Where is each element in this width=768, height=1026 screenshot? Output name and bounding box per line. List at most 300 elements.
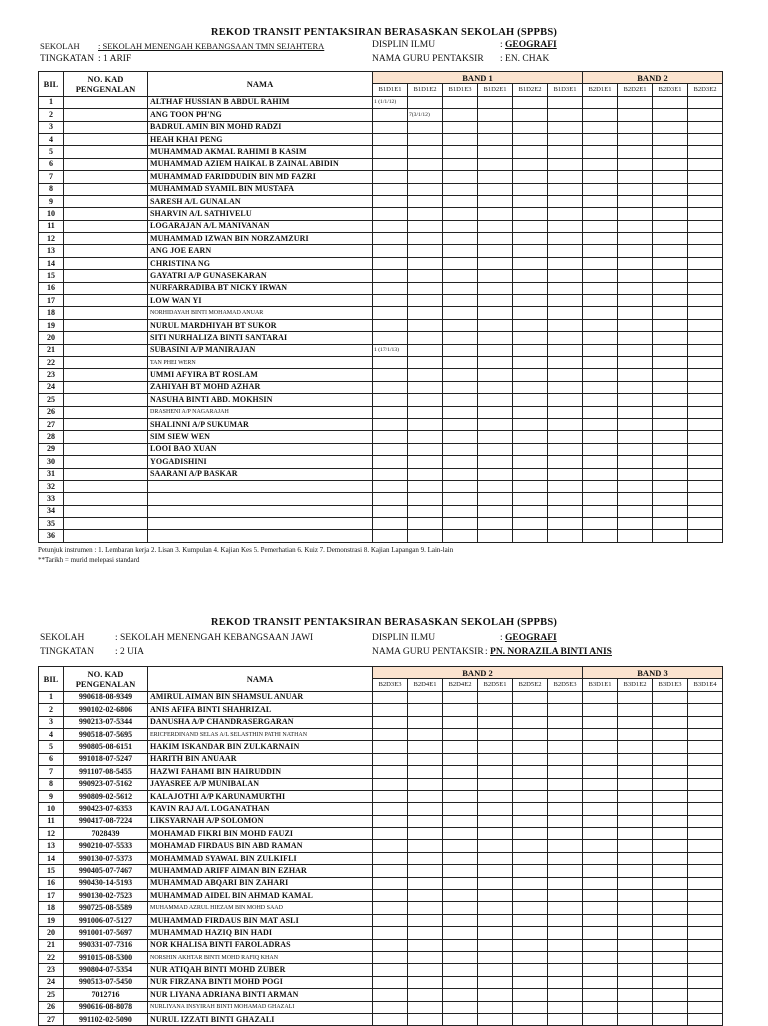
assessment-cell[interactable]: [688, 790, 723, 802]
assessment-cell[interactable]: [513, 939, 548, 951]
assessment-cell[interactable]: [513, 208, 548, 220]
assessment-cell[interactable]: [653, 766, 688, 778]
assessment-cell[interactable]: [548, 803, 583, 815]
assessment-cell[interactable]: [583, 381, 618, 393]
assessment-cell[interactable]: [513, 716, 548, 728]
assessment-cell[interactable]: [373, 295, 408, 307]
assessment-cell[interactable]: [408, 505, 443, 517]
assessment-cell[interactable]: [443, 877, 478, 889]
assessment-cell[interactable]: [548, 716, 583, 728]
assessment-cell[interactable]: [373, 146, 408, 158]
assessment-cell[interactable]: [513, 914, 548, 926]
assessment-cell[interactable]: [688, 381, 723, 393]
assessment-cell[interactable]: [408, 96, 443, 108]
assessment-cell[interactable]: [478, 282, 513, 294]
assessment-cell[interactable]: [408, 121, 443, 133]
assessment-cell[interactable]: [618, 530, 653, 542]
assessment-cell[interactable]: [373, 356, 408, 368]
assessment-cell[interactable]: [478, 828, 513, 840]
assessment-cell[interactable]: [688, 233, 723, 245]
assessment-cell[interactable]: [443, 989, 478, 1001]
assessment-cell[interactable]: [478, 493, 513, 505]
assessment-cell[interactable]: [443, 704, 478, 716]
assessment-cell[interactable]: [478, 766, 513, 778]
assessment-cell[interactable]: [618, 939, 653, 951]
assessment-cell[interactable]: [373, 790, 408, 802]
assessment-cell[interactable]: [513, 480, 548, 492]
assessment-cell[interactable]: [583, 803, 618, 815]
assessment-cell[interactable]: [443, 158, 478, 170]
assessment-cell[interactable]: [478, 356, 513, 368]
assessment-cell[interactable]: [408, 728, 443, 740]
assessment-cell[interactable]: [618, 803, 653, 815]
assessment-cell[interactable]: [443, 902, 478, 914]
assessment-cell[interactable]: [443, 443, 478, 455]
assessment-cell[interactable]: [548, 890, 583, 902]
assessment-cell[interactable]: [478, 133, 513, 145]
assessment-cell[interactable]: [583, 183, 618, 195]
assessment-cell[interactable]: [513, 245, 548, 257]
assessment-cell[interactable]: [443, 220, 478, 232]
assessment-cell[interactable]: [443, 146, 478, 158]
assessment-cell[interactable]: [478, 902, 513, 914]
assessment-cell[interactable]: [653, 431, 688, 443]
assessment-cell[interactable]: [478, 332, 513, 344]
assessment-cell[interactable]: [548, 121, 583, 133]
assessment-cell[interactable]: [443, 468, 478, 480]
assessment-cell[interactable]: [548, 951, 583, 963]
assessment-cell[interactable]: [478, 976, 513, 988]
assessment-cell[interactable]: [408, 480, 443, 492]
assessment-cell[interactable]: [583, 766, 618, 778]
assessment-cell[interactable]: [618, 406, 653, 418]
assessment-cell[interactable]: [478, 183, 513, 195]
assessment-cell[interactable]: [408, 468, 443, 480]
assessment-cell[interactable]: [408, 257, 443, 269]
assessment-cell[interactable]: [513, 468, 548, 480]
assessment-cell[interactable]: [548, 257, 583, 269]
assessment-cell[interactable]: [373, 468, 408, 480]
assessment-cell[interactable]: [443, 96, 478, 108]
assessment-cell[interactable]: [688, 518, 723, 530]
assessment-cell[interactable]: [408, 381, 443, 393]
assessment-cell[interactable]: [653, 902, 688, 914]
assessment-cell[interactable]: [478, 505, 513, 517]
assessment-cell[interactable]: [443, 369, 478, 381]
assessment-cell[interactable]: [548, 1001, 583, 1013]
assessment-cell[interactable]: [548, 815, 583, 827]
assessment-cell[interactable]: [408, 1001, 443, 1013]
assessment-cell[interactable]: [688, 741, 723, 753]
assessment-cell[interactable]: [478, 865, 513, 877]
assessment-cell[interactable]: [478, 369, 513, 381]
assessment-cell[interactable]: [373, 902, 408, 914]
assessment-cell[interactable]: [408, 530, 443, 542]
assessment-cell[interactable]: [688, 939, 723, 951]
assessment-cell[interactable]: [653, 468, 688, 480]
assessment-cell[interactable]: [548, 195, 583, 207]
assessment-cell[interactable]: [618, 443, 653, 455]
assessment-cell[interactable]: [548, 456, 583, 468]
assessment-cell[interactable]: [373, 245, 408, 257]
assessment-cell[interactable]: [548, 914, 583, 926]
assessment-cell[interactable]: [653, 332, 688, 344]
assessment-cell[interactable]: [583, 307, 618, 319]
assessment-cell[interactable]: [618, 158, 653, 170]
assessment-cell[interactable]: [513, 964, 548, 976]
assessment-cell[interactable]: [478, 951, 513, 963]
assessment-cell[interactable]: [583, 456, 618, 468]
assessment-cell[interactable]: [618, 691, 653, 703]
assessment-cell[interactable]: [443, 840, 478, 852]
assessment-cell[interactable]: [443, 456, 478, 468]
assessment-cell[interactable]: [408, 208, 443, 220]
assessment-cell[interactable]: [513, 133, 548, 145]
assessment-cell[interactable]: [443, 394, 478, 406]
assessment-cell[interactable]: [688, 716, 723, 728]
assessment-cell[interactable]: [373, 456, 408, 468]
assessment-cell[interactable]: [408, 133, 443, 145]
assessment-cell[interactable]: [653, 257, 688, 269]
assessment-cell[interactable]: [478, 208, 513, 220]
assessment-cell[interactable]: [618, 456, 653, 468]
assessment-cell[interactable]: [583, 902, 618, 914]
assessment-cell[interactable]: [618, 927, 653, 939]
assessment-cell[interactable]: [443, 778, 478, 790]
assessment-cell[interactable]: [373, 171, 408, 183]
assessment-cell[interactable]: [373, 828, 408, 840]
assessment-cell[interactable]: [373, 865, 408, 877]
assessment-cell[interactable]: [373, 976, 408, 988]
assessment-cell[interactable]: [583, 790, 618, 802]
assessment-cell[interactable]: [653, 319, 688, 331]
assessment-cell[interactable]: [478, 406, 513, 418]
assessment-cell[interactable]: [443, 381, 478, 393]
assessment-cell[interactable]: [443, 741, 478, 753]
assessment-cell[interactable]: [478, 728, 513, 740]
assessment-cell[interactable]: [478, 890, 513, 902]
assessment-cell[interactable]: [513, 790, 548, 802]
assessment-cell[interactable]: [688, 295, 723, 307]
assessment-cell[interactable]: [618, 183, 653, 195]
assessment-cell[interactable]: [653, 295, 688, 307]
assessment-cell[interactable]: [513, 146, 548, 158]
assessment-cell[interactable]: [513, 753, 548, 765]
assessment-cell[interactable]: [583, 257, 618, 269]
assessment-cell[interactable]: [583, 468, 618, 480]
assessment-cell[interactable]: [478, 716, 513, 728]
assessment-cell[interactable]: [408, 319, 443, 331]
assessment-cell[interactable]: [548, 468, 583, 480]
assessment-cell[interactable]: [513, 741, 548, 753]
assessment-cell[interactable]: [513, 1001, 548, 1013]
assessment-cell[interactable]: [653, 208, 688, 220]
assessment-cell[interactable]: [653, 890, 688, 902]
assessment-cell[interactable]: 1 (1/1/12): [373, 96, 408, 108]
assessment-cell[interactable]: [513, 493, 548, 505]
assessment-cell[interactable]: [583, 728, 618, 740]
assessment-cell[interactable]: [513, 332, 548, 344]
assessment-cell[interactable]: [373, 369, 408, 381]
assessment-cell[interactable]: [408, 245, 443, 257]
assessment-cell[interactable]: [373, 270, 408, 282]
assessment-cell[interactable]: [653, 158, 688, 170]
assessment-cell[interactable]: [408, 691, 443, 703]
assessment-cell[interactable]: [653, 418, 688, 430]
assessment-cell[interactable]: [583, 518, 618, 530]
assessment-cell[interactable]: [513, 195, 548, 207]
assessment-cell[interactable]: [443, 406, 478, 418]
assessment-cell[interactable]: [478, 270, 513, 282]
assessment-cell[interactable]: [653, 1001, 688, 1013]
assessment-cell[interactable]: [513, 456, 548, 468]
assessment-cell[interactable]: [618, 468, 653, 480]
assessment-cell[interactable]: [618, 282, 653, 294]
assessment-cell[interactable]: [653, 133, 688, 145]
assessment-cell[interactable]: [513, 344, 548, 356]
assessment-cell[interactable]: [478, 964, 513, 976]
assessment-cell[interactable]: [373, 778, 408, 790]
assessment-cell[interactable]: [583, 356, 618, 368]
assessment-cell[interactable]: [443, 530, 478, 542]
assessment-cell[interactable]: [653, 505, 688, 517]
assessment-cell[interactable]: [548, 109, 583, 121]
assessment-cell[interactable]: [478, 456, 513, 468]
assessment-cell[interactable]: [373, 431, 408, 443]
assessment-cell[interactable]: [548, 964, 583, 976]
assessment-cell[interactable]: [583, 394, 618, 406]
assessment-cell[interactable]: [653, 493, 688, 505]
assessment-cell[interactable]: [688, 530, 723, 542]
assessment-cell[interactable]: [653, 704, 688, 716]
assessment-cell[interactable]: [583, 964, 618, 976]
assessment-cell[interactable]: [688, 456, 723, 468]
assessment-cell[interactable]: [618, 704, 653, 716]
assessment-cell[interactable]: [688, 121, 723, 133]
assessment-cell[interactable]: [688, 332, 723, 344]
assessment-cell[interactable]: [513, 233, 548, 245]
assessment-cell[interactable]: [688, 406, 723, 418]
assessment-cell[interactable]: [583, 1001, 618, 1013]
assessment-cell[interactable]: [513, 158, 548, 170]
assessment-cell[interactable]: [443, 332, 478, 344]
assessment-cell[interactable]: [513, 865, 548, 877]
assessment-cell[interactable]: [443, 865, 478, 877]
assessment-cell[interactable]: [583, 369, 618, 381]
assessment-cell[interactable]: [443, 319, 478, 331]
assessment-cell[interactable]: [688, 976, 723, 988]
assessment-cell[interactable]: [653, 964, 688, 976]
assessment-cell[interactable]: [513, 96, 548, 108]
assessment-cell[interactable]: [653, 914, 688, 926]
assessment-cell[interactable]: [513, 927, 548, 939]
assessment-cell[interactable]: [653, 356, 688, 368]
assessment-cell[interactable]: [583, 96, 618, 108]
assessment-cell[interactable]: [583, 989, 618, 1001]
assessment-cell[interactable]: [408, 852, 443, 864]
assessment-cell[interactable]: [688, 356, 723, 368]
assessment-cell[interactable]: [443, 171, 478, 183]
assessment-cell[interactable]: [478, 480, 513, 492]
assessment-cell[interactable]: [583, 480, 618, 492]
assessment-cell[interactable]: [618, 220, 653, 232]
assessment-cell[interactable]: [618, 518, 653, 530]
assessment-cell[interactable]: [373, 964, 408, 976]
assessment-cell[interactable]: [653, 480, 688, 492]
assessment-cell[interactable]: [688, 171, 723, 183]
assessment-cell[interactable]: [653, 989, 688, 1001]
assessment-cell[interactable]: [443, 282, 478, 294]
assessment-cell[interactable]: [513, 951, 548, 963]
assessment-cell[interactable]: [478, 171, 513, 183]
assessment-cell[interactable]: [478, 468, 513, 480]
assessment-cell[interactable]: [478, 233, 513, 245]
assessment-cell[interactable]: [478, 852, 513, 864]
assessment-cell[interactable]: [583, 890, 618, 902]
assessment-cell[interactable]: [373, 840, 408, 852]
assessment-cell[interactable]: [688, 803, 723, 815]
assessment-cell[interactable]: [443, 431, 478, 443]
assessment-cell[interactable]: [513, 852, 548, 864]
assessment-cell[interactable]: [548, 728, 583, 740]
assessment-cell[interactable]: [688, 257, 723, 269]
assessment-cell[interactable]: [583, 828, 618, 840]
assessment-cell[interactable]: [373, 927, 408, 939]
assessment-cell[interactable]: [373, 208, 408, 220]
assessment-cell[interactable]: [478, 195, 513, 207]
assessment-cell[interactable]: [618, 716, 653, 728]
assessment-cell[interactable]: [583, 195, 618, 207]
assessment-cell[interactable]: [688, 96, 723, 108]
assessment-cell[interactable]: [513, 307, 548, 319]
assessment-cell[interactable]: [478, 418, 513, 430]
assessment-cell[interactable]: [688, 691, 723, 703]
assessment-cell[interactable]: [583, 295, 618, 307]
assessment-cell[interactable]: [373, 815, 408, 827]
assessment-cell[interactable]: [478, 840, 513, 852]
assessment-cell[interactable]: [583, 133, 618, 145]
assessment-cell[interactable]: [688, 245, 723, 257]
assessment-cell[interactable]: [478, 741, 513, 753]
assessment-cell[interactable]: [513, 109, 548, 121]
assessment-cell[interactable]: [618, 319, 653, 331]
assessment-cell[interactable]: [618, 394, 653, 406]
assessment-cell[interactable]: [443, 803, 478, 815]
assessment-cell[interactable]: [583, 208, 618, 220]
assessment-cell[interactable]: [408, 518, 443, 530]
assessment-cell[interactable]: [548, 431, 583, 443]
assessment-cell[interactable]: [688, 877, 723, 889]
assessment-cell[interactable]: [583, 443, 618, 455]
assessment-cell[interactable]: [618, 914, 653, 926]
assessment-cell[interactable]: [513, 989, 548, 1001]
assessment-cell[interactable]: [688, 109, 723, 121]
assessment-cell[interactable]: [373, 716, 408, 728]
assessment-cell[interactable]: [688, 728, 723, 740]
assessment-cell[interactable]: [618, 828, 653, 840]
assessment-cell[interactable]: [583, 939, 618, 951]
assessment-cell[interactable]: [548, 220, 583, 232]
assessment-cell[interactable]: [513, 295, 548, 307]
assessment-cell[interactable]: [583, 865, 618, 877]
assessment-cell[interactable]: [408, 976, 443, 988]
assessment-cell[interactable]: [443, 270, 478, 282]
assessment-cell[interactable]: [618, 121, 653, 133]
assessment-cell[interactable]: [548, 927, 583, 939]
assessment-cell[interactable]: [653, 803, 688, 815]
assessment-cell[interactable]: [688, 828, 723, 840]
assessment-cell[interactable]: [513, 505, 548, 517]
assessment-cell[interactable]: [618, 344, 653, 356]
assessment-cell[interactable]: [408, 803, 443, 815]
assessment-cell[interactable]: [478, 939, 513, 951]
assessment-cell[interactable]: [583, 976, 618, 988]
assessment-cell[interactable]: [373, 753, 408, 765]
assessment-cell[interactable]: [408, 270, 443, 282]
assessment-cell[interactable]: [478, 1001, 513, 1013]
assessment-cell[interactable]: [548, 158, 583, 170]
assessment-cell[interactable]: [548, 840, 583, 852]
assessment-cell[interactable]: [688, 369, 723, 381]
assessment-cell[interactable]: [583, 319, 618, 331]
assessment-cell[interactable]: [408, 344, 443, 356]
assessment-cell[interactable]: [548, 741, 583, 753]
assessment-cell[interactable]: [688, 840, 723, 852]
assessment-cell[interactable]: [688, 902, 723, 914]
assessment-cell[interactable]: [513, 877, 548, 889]
assessment-cell[interactable]: [548, 691, 583, 703]
assessment-cell[interactable]: [443, 245, 478, 257]
assessment-cell[interactable]: [653, 195, 688, 207]
assessment-cell[interactable]: [443, 914, 478, 926]
assessment-cell[interactable]: [618, 295, 653, 307]
assessment-cell[interactable]: [443, 356, 478, 368]
assessment-cell[interactable]: [408, 493, 443, 505]
assessment-cell[interactable]: [688, 927, 723, 939]
assessment-cell[interactable]: [408, 394, 443, 406]
assessment-cell[interactable]: [513, 704, 548, 716]
assessment-cell[interactable]: [548, 381, 583, 393]
assessment-cell[interactable]: [443, 1001, 478, 1013]
assessment-cell[interactable]: [618, 964, 653, 976]
assessment-cell[interactable]: [548, 865, 583, 877]
assessment-cell[interactable]: [653, 282, 688, 294]
assessment-cell[interactable]: [688, 914, 723, 926]
assessment-cell[interactable]: [618, 381, 653, 393]
assessment-cell[interactable]: [408, 356, 443, 368]
assessment-cell[interactable]: [688, 951, 723, 963]
assessment-cell[interactable]: [583, 406, 618, 418]
assessment-cell[interactable]: [653, 852, 688, 864]
assessment-cell[interactable]: [688, 344, 723, 356]
assessment-cell[interactable]: [618, 852, 653, 864]
assessment-cell[interactable]: [513, 840, 548, 852]
assessment-cell[interactable]: [408, 369, 443, 381]
assessment-cell[interactable]: [653, 307, 688, 319]
assessment-cell[interactable]: [618, 480, 653, 492]
assessment-cell[interactable]: [478, 220, 513, 232]
assessment-cell[interactable]: [618, 728, 653, 740]
assessment-cell[interactable]: [513, 766, 548, 778]
assessment-cell[interactable]: [478, 307, 513, 319]
assessment-cell[interactable]: [513, 369, 548, 381]
assessment-cell[interactable]: [443, 133, 478, 145]
assessment-cell[interactable]: [408, 406, 443, 418]
assessment-cell[interactable]: [618, 356, 653, 368]
assessment-cell[interactable]: [408, 766, 443, 778]
assessment-cell[interactable]: [548, 208, 583, 220]
assessment-cell[interactable]: [443, 121, 478, 133]
